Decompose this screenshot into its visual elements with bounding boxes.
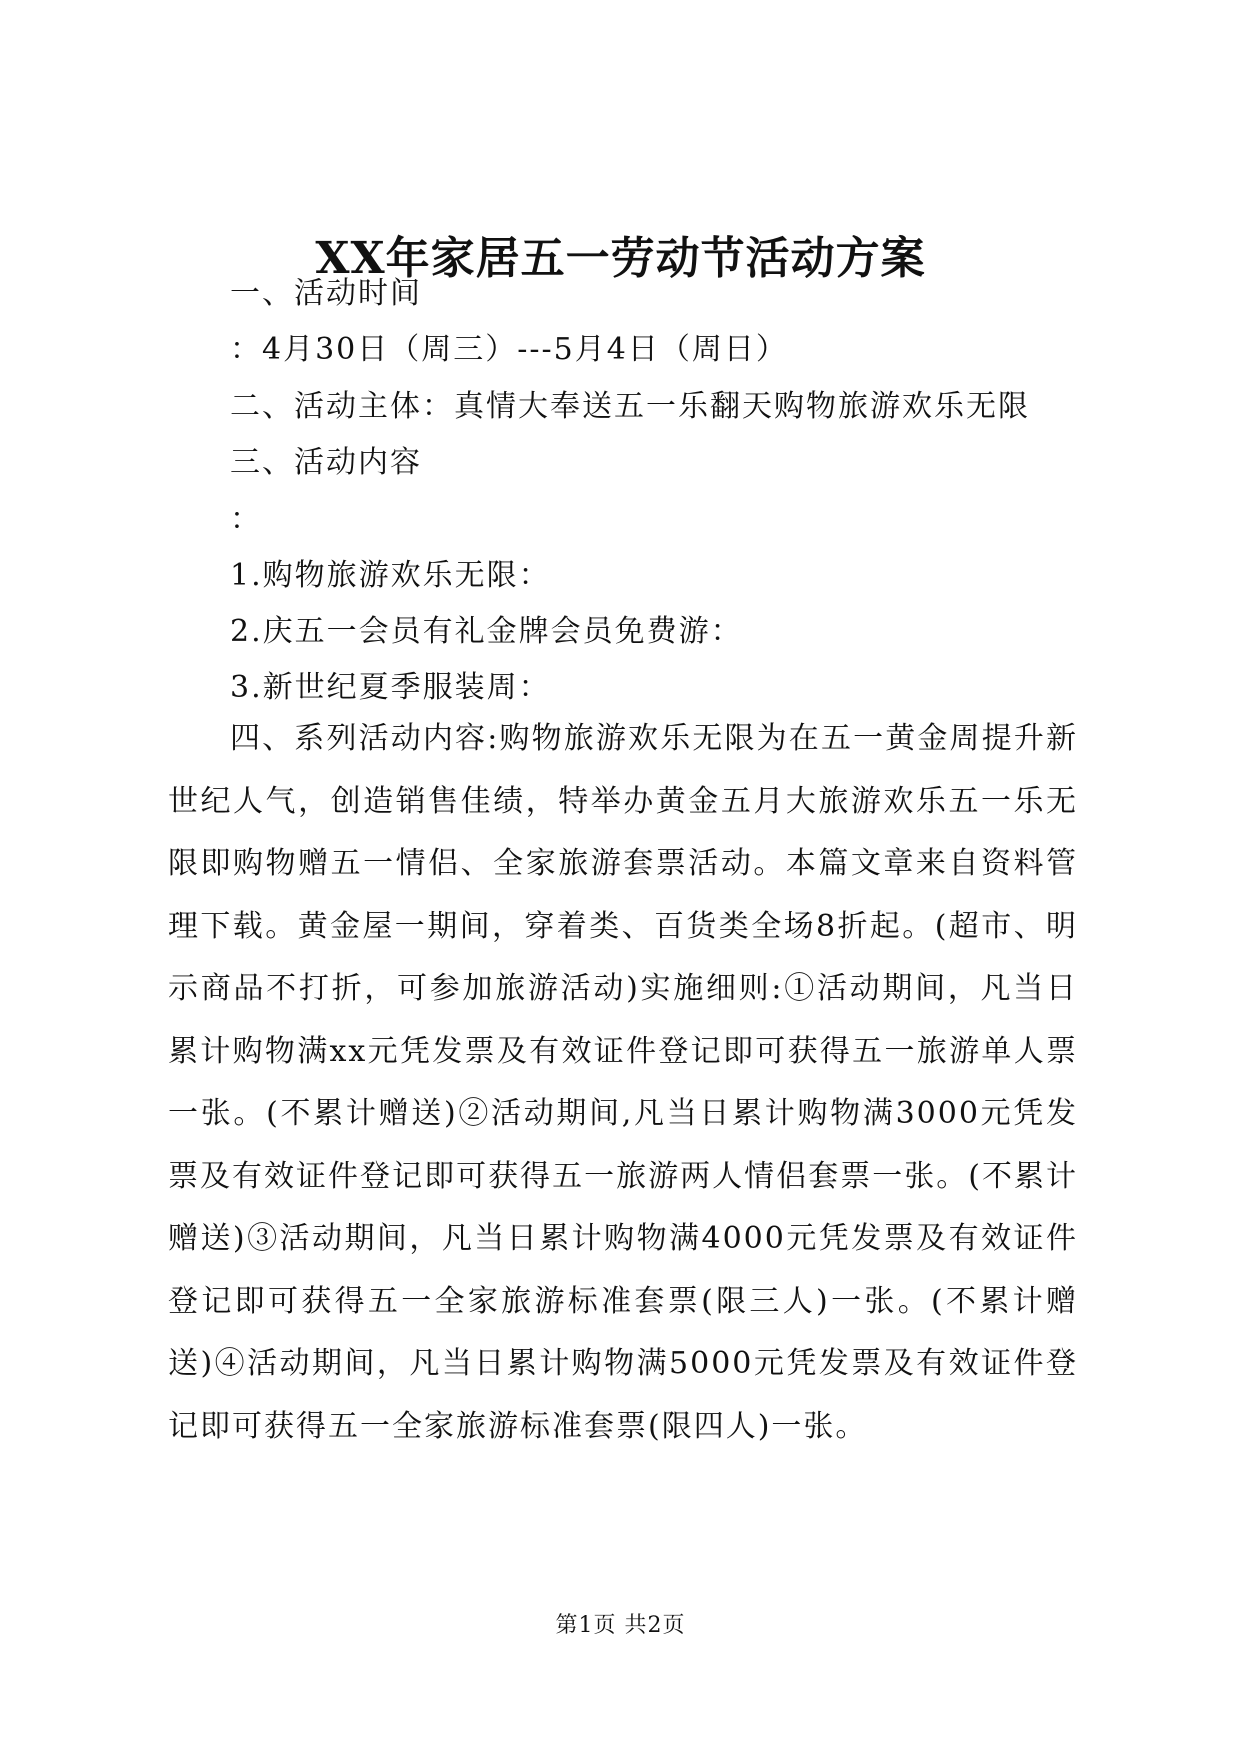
- document-title: XX年家居五一劳动节活动方案: [315, 233, 926, 284]
- time-range: ：4月30日（周三）---5月4日（周日）: [230, 332, 788, 367]
- colon-line: ：: [230, 502, 262, 537]
- content-item-3: 3.新世纪夏季服装周：: [230, 670, 551, 705]
- series-activity-paragraph: 四、系列活动内容:购物旅游欢乐无限为在五一黄金周提升新世纪人气，创造销售佳绩，特举办黄金五月大旅游欢乐五一乐无限即购物赠五一情侣、全家旅游套票活动。本篇文章来自资料管理下载。黄金屋一期间，穿着类、百货类全场8折起。(超市、明示商品不打折，可参加旅游活动)实施细则:①活动期间，凡当日累计购物满xx元凭发票及有效证件登记即可获得五一旅游单人票一张。(不累计赠送)②活动期间,凡当日累计购物满3000元凭发票及有效证件登记即可获得五一旅游两人情侣套票一张。(不累计赠送)③活动期间，凡当日累计购物满4000元凭发票及有效证件登记即可获得五一全家旅游标准套票(限三人)一张。(不累计赠送)④活动期间，凡当日累计购物满5000元凭发票及有效证件登记即可获得五一全家旅游标准套票(限四人)一张。: [168, 721, 1078, 1444]
- page-footer: 第1页 共2页: [555, 1613, 686, 1638]
- section-heading-time: 一、活动时间: [230, 276, 422, 311]
- content-item-2: 2.庆五一会员有礼金牌会员免费游：: [230, 614, 743, 649]
- content-item-1: 1.购物旅游欢乐无限：: [230, 558, 551, 593]
- section-heading-content: 三、活动内容: [230, 445, 422, 480]
- section-heading-theme: 二、活动主体：真情大奉送五一乐翻天购物旅游欢乐无限: [230, 389, 1030, 424]
